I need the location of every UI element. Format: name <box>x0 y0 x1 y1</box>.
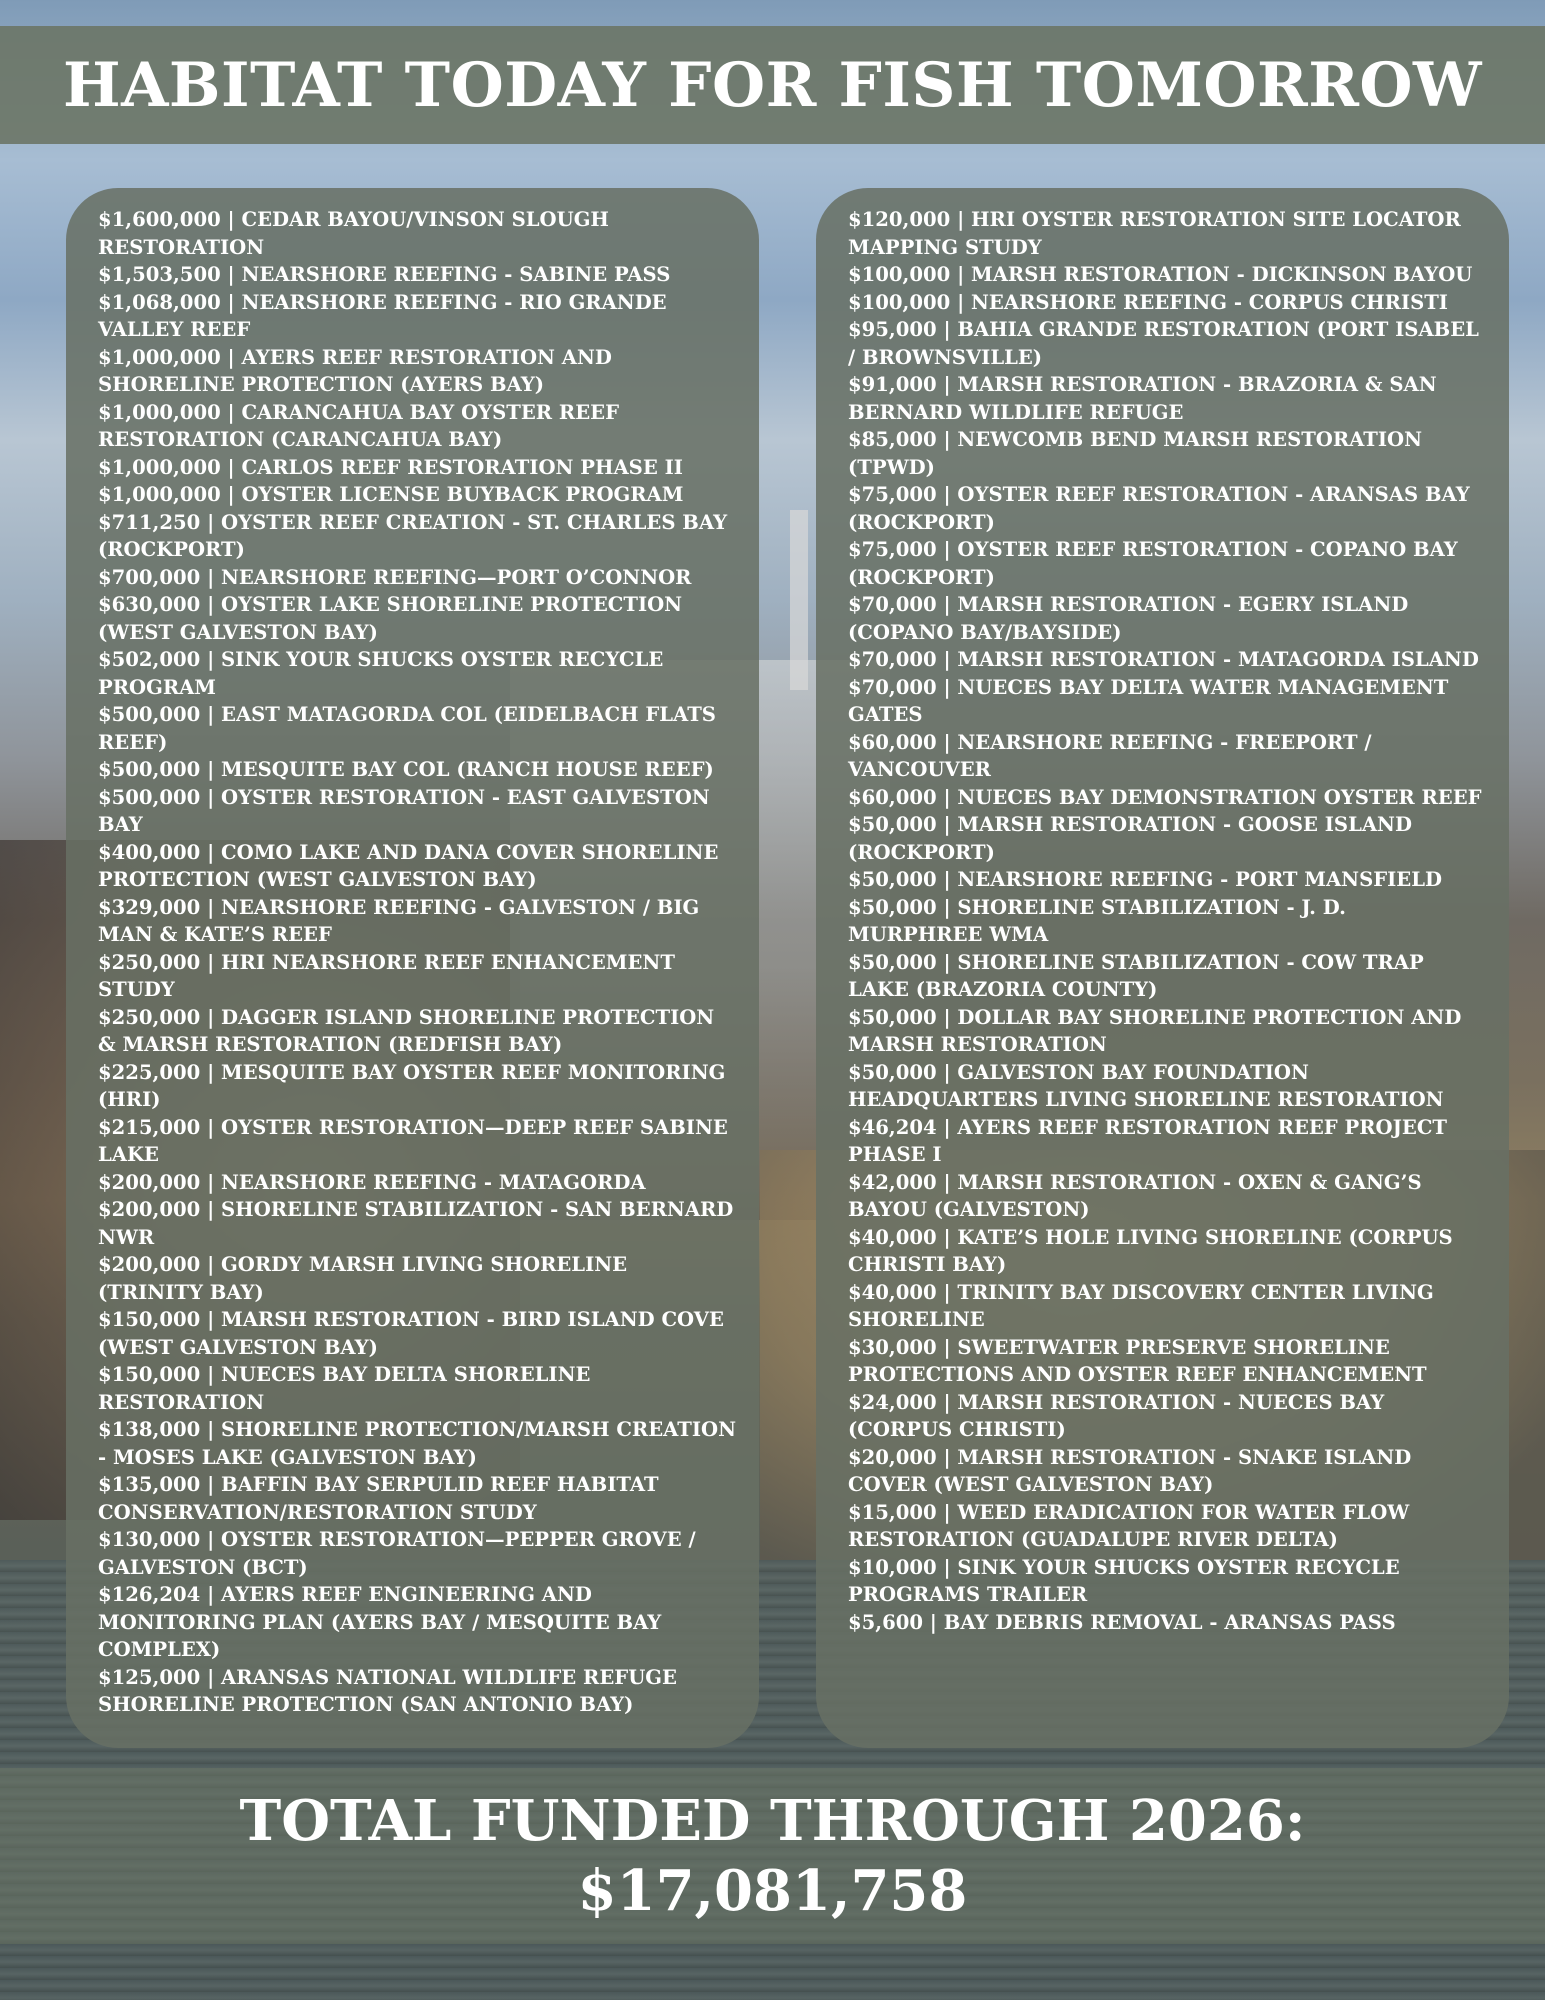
project-item: $200,000 | GORDY MARSH LIVING SHORELINE (TRINITY BAY) <box>98 1253 628 1304</box>
project-item: $95,000 | BAHIA GRANDE RESTORATION (PORT ISABEL / BROWNSVILLE) <box>848 318 1479 369</box>
project-item: $500,000 | MESQUITE BAY COL (RANCH HOUSE REEF) <box>98 758 714 781</box>
project-item: $130,000 | OYSTER RESTORATION—PEPPER GROVE / GALVESTON (BCT) <box>98 1528 696 1579</box>
project-item: $1,000,000 | AYERS REEF RESTORATION AND SHORELINE PROTECTION (AYERS BAY) <box>98 345 612 396</box>
total-value: $17,081,758 <box>577 1858 968 1924</box>
project-item: $150,000 | MARSH RESTORATION - BIRD ISLAND COVE (WEST GALVESTON BAY) <box>98 1308 724 1359</box>
project-item: $138,000 | SHORELINE PROTECTION/MARSH CREATION - MOSES LAKE (GALVESTON BAY) <box>98 1418 736 1469</box>
project-item: $75,000 | OYSTER REEF RESTORATION - ARANSAS BAY (ROCKPORT) <box>848 483 1470 534</box>
project-item: $1,000,000 | CARANCAHUA BAY OYSTER REEF RESTORATION (CARANCAHUA BAY) <box>98 400 619 451</box>
project-item: $5,600 | BAY DEBRIS REMOVAL - ARANSAS PASS <box>848 1610 1396 1634</box>
project-item: $40,000 | KATE’S HOLE LIVING SHORELINE (CORPUS CHRISTI BAY) <box>848 1225 1453 1276</box>
project-item: $126,204 | AYERS REEF ENGINEERING AND MONITORING PLAN (AYERS BAY / MESQUITE BAY COMPLEX) <box>98 1583 662 1661</box>
project-item: $24,000 | MARSH RESTORATION - NUECES BAY (CORPUS CHRISTI) <box>848 1390 1385 1441</box>
project-item: $70,000 | MARSH RESTORATION - MATAGORDA ISLAND <box>848 648 1479 671</box>
project-item: $50,000 | MARSH RESTORATION - GOOSE ISLAND (ROCKPORT) <box>848 813 1412 864</box>
project-item: $60,000 | NUECES BAY DEMONSTRATION OYSTER REEF <box>848 785 1482 809</box>
project-item: $30,000 | SWEETWATER PRESERVE SHORELINE PROTECTIONS AND OYSTER REEF ENHANCEMENT <box>848 1335 1427 1386</box>
project-item: $711,250 | OYSTER REEF CREATION - ST. CHARLES BAY (ROCKPORT) <box>98 510 728 561</box>
project-item: $1,600,000 | CEDAR BAYOU/VINSON SLOUGH RESTORATION <box>98 208 609 259</box>
page-title: HABITAT TODAY FOR FISH TOMORROW <box>62 49 1483 121</box>
project-item: $500,000 | OYSTER RESTORATION - EAST GALVESTON BAY <box>98 785 710 836</box>
project-list-left <box>66 188 759 1748</box>
project-item: $20,000 | MARSH RESTORATION - SNAKE ISLAND COVER (WEST GALVESTON BAY) <box>848 1445 1412 1496</box>
project-item: $50,000 | SHORELINE STABILIZATION - J. D. MURPHREE WMA <box>848 895 1346 946</box>
project-item: $1,503,500 | NEARSHORE REEFING - SABINE PASS <box>98 263 671 286</box>
project-item: $85,000 | NEWCOMB BEND MARSH RESTORATION (TPWD) <box>848 428 1423 479</box>
project-item: $60,000 | NEARSHORE REEFING - FREEPORT / VANCOUVER <box>848 730 1372 781</box>
project-item: $91,000 | MARSH RESTORATION - BRAZORIA & SAN BERNARD WILDLIFE REFUGE <box>848 373 1437 424</box>
project-item: $1,000,000 | CARLOS REEF RESTORATION PHASE II <box>98 455 683 479</box>
total-band <box>0 1768 1545 1944</box>
boat-mast <box>790 510 808 690</box>
project-item: $200,000 | NEARSHORE REEFING - MATAGORDA <box>98 1170 646 1194</box>
project-item: $200,000 | SHORELINE STABILIZATION - SAN BERNARD NWR <box>98 1198 734 1249</box>
project-item: $125,000 | ARANSAS NATIONAL WILDLIFE REFUGE SHORELINE PROTECTION (SAN ANTONIO BAY) <box>98 1665 677 1716</box>
project-item: $700,000 | NEARSHORE REEFING—PORT O’CONNOR <box>98 565 692 589</box>
project-item: $70,000 | NUECES BAY DELTA WATER MANAGEMENT GATES <box>848 675 1449 726</box>
project-item: $630,000 | OYSTER LAKE SHORELINE PROTECTION (WEST GALVESTON BAY) <box>98 593 683 644</box>
project-item: $329,000 | NEARSHORE REEFING - GALVESTON / BIG MAN & KATE’S REEF <box>98 895 700 946</box>
project-item: $75,000 | OYSTER REEF RESTORATION - COPANO BAY (ROCKPORT) <box>848 538 1458 589</box>
project-item: $400,000 | COMO LAKE AND DANA COVER SHORELINE PROTECTION (WEST GALVESTON BAY) <box>98 840 719 891</box>
project-item: $100,000 | NEARSHORE REEFING - CORPUS CHRISTI <box>848 290 1448 314</box>
title-band <box>0 26 1545 144</box>
total-label: TOTAL FUNDED THROUGH 2026: <box>239 1788 1306 1854</box>
project-item: $150,000 | NUECES BAY DELTA SHORELINE RESTORATION <box>98 1363 591 1414</box>
project-item: $50,000 | NEARSHORE REEFING - PORT MANSFIELD <box>848 868 1443 891</box>
project-item: $50,000 | SHORELINE STABILIZATION - COW TRAP LAKE (BRAZORIA COUNTY) <box>848 950 1424 1001</box>
project-item: $15,000 | WEED ERADICATION FOR WATER FLOW RESTORATION (GUADALUPE RIVER DELTA) <box>848 1500 1410 1551</box>
project-item: $46,204 | AYERS REEF RESTORATION REEF PROJECT PHASE I <box>848 1115 1448 1166</box>
project-item: $500,000 | EAST MATAGORDA COL (EIDELBACH FLATS REEF) <box>98 703 716 754</box>
project-item: $120,000 | HRI OYSTER RESTORATION SITE LOCATOR MAPPING STUDY <box>848 208 1461 259</box>
project-item: $50,000 | GALVESTON BAY FOUNDATION HEADQUARTERS LIVING SHORELINE RESTORATION <box>848 1060 1444 1111</box>
project-item: $40,000 | TRINITY BAY DISCOVERY CENTER LIVING SHORELINE <box>848 1280 1434 1331</box>
project-item: $10,000 | SINK YOUR SHUCKS OYSTER RECYCLE PROGRAMS TRAILER <box>848 1555 1400 1606</box>
project-item: $135,000 | BAFFIN BAY SERPULID REEF HABITAT CONSERVATION/RESTORATION STUDY <box>98 1473 659 1524</box>
project-item: $1,000,000 | OYSTER LICENSE BUYBACK PROGRAM <box>98 483 684 506</box>
project-item: $250,000 | HRI NEARSHORE REEF ENHANCEMENT STUDY <box>98 950 675 1001</box>
project-item: $50,000 | DOLLAR BAY SHORELINE PROTECTION AND MARSH RESTORATION <box>848 1005 1462 1056</box>
project-item: $42,000 | MARSH RESTORATION - OXEN & GANG’S BAYOU (GALVESTON) <box>848 1170 1422 1221</box>
project-item: $250,000 | DAGGER ISLAND SHORELINE PROTECTION & MARSH RESTORATION (REDFISH BAY) <box>98 1005 715 1056</box>
project-item: $100,000 | MARSH RESTORATION - DICKINSON BAYOU <box>848 263 1473 286</box>
project-item: $70,000 | MARSH RESTORATION - EGERY ISLAND (COPANO BAY/BAYSIDE) <box>848 593 1409 644</box>
project-list-right <box>816 188 1509 1748</box>
project-item: $225,000 | MESQUITE BAY OYSTER REEF MONITORING (HRI) <box>98 1060 726 1111</box>
project-item: $502,000 | SINK YOUR SHUCKS OYSTER RECYCLE PROGRAM <box>98 648 664 699</box>
project-item: $1,068,000 | NEARSHORE REEFING - RIO GRANDE VALLEY REEF <box>98 290 667 341</box>
project-item: $215,000 | OYSTER RESTORATION—DEEP REEF SABINE LAKE <box>98 1115 728 1166</box>
